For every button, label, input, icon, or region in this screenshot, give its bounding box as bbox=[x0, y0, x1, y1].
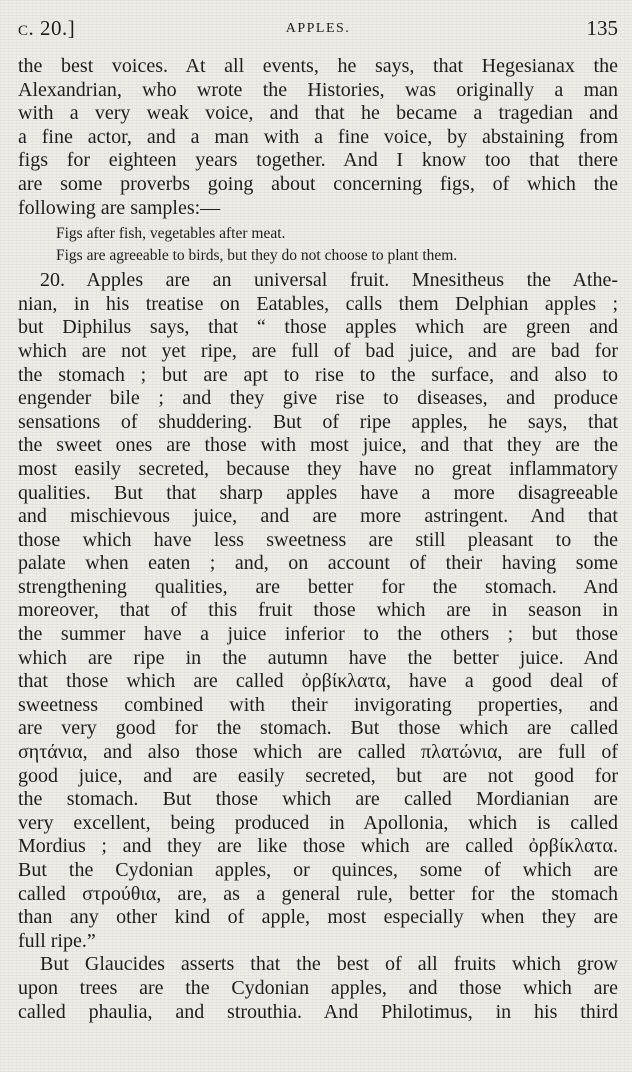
text-line: qualities. But that sharp apples have a more disagreeable bbox=[18, 481, 618, 504]
text-line: sensations of shuddering. But of ripe apples, he says, that bbox=[18, 410, 618, 433]
text-line: but Diphilus says, that “ those apples which are green and bbox=[18, 316, 618, 339]
paragraph-section-20 bbox=[18, 269, 618, 953]
text-line: the summer have a juice inferior to the others ; but those bbox=[18, 623, 618, 646]
text-line: 20. Apples are an universal fruit. Mnesitheus the Athe- bbox=[40, 269, 618, 292]
text-line: a fine actor, and a man with a fine voice, by abstaining from bbox=[18, 125, 618, 148]
text-line: most easily secreted, because they have no great inflammatory bbox=[18, 457, 618, 480]
quote-line: Figs after fish, vegetables after meat. bbox=[56, 225, 286, 243]
text-line: the stomach. But those which are called Mordianian are bbox=[18, 788, 618, 811]
text-line: nian, in his treatise on Eatables, calls them Delphian apples ; bbox=[18, 292, 618, 315]
text-line: which are ripe in the autumn have the better juice. And bbox=[18, 646, 618, 669]
text-line: good juice, and are easily secreted, but are not good for bbox=[18, 764, 618, 787]
text-line: which are not yet ripe, are full of bad juice, and are bad for bbox=[18, 339, 618, 362]
text-line: following are samples:— bbox=[18, 196, 221, 219]
text-line: with a very weak voice, and that he became a tragedian and bbox=[18, 102, 618, 125]
paragraph-glaucides bbox=[18, 953, 618, 1024]
text-line: very excellent, being produced in Apollonia, which is called bbox=[18, 811, 618, 834]
running-header bbox=[18, 12, 618, 42]
text-line: called phaulia, and strouthia. And Philotimus, in his third bbox=[18, 1000, 618, 1023]
text-line: Alexandrian, who wrote the Histories, was originally a man bbox=[18, 78, 618, 101]
text-line: the stomach ; but are apt to rise to the surface, and also to bbox=[18, 363, 618, 386]
text-line: are very good for the stomach. But those which are called bbox=[18, 717, 618, 740]
text-line: the best voices. At all events, he says, that Hegesianax the bbox=[18, 55, 618, 77]
text-line: that those which are called ὀρβίκλατα, have a good deal of bbox=[18, 670, 618, 693]
text-line: upon trees are the Cydonian apples, and those which are bbox=[18, 976, 618, 999]
text-line: But the Cydonian apples, or quinces, some of which are bbox=[18, 859, 618, 881]
text-line: σητάνια, and also those which are called πλατώνια, are full of bbox=[18, 741, 618, 764]
text-line: moreover, that of this fruit those which are in season in bbox=[18, 599, 618, 622]
text-line: and mischievous juice, and are more astringent. And that bbox=[18, 505, 618, 528]
text-line: are some proverbs going about concerning figs, of which the bbox=[18, 172, 618, 195]
text-line: than any other kind of apple, most especially when they are bbox=[18, 906, 618, 929]
text-line: sweetness combined with their invigorating properties, and bbox=[18, 693, 618, 716]
text-line: called στρούθια, are, as a general rule, better for the stomach bbox=[18, 882, 618, 905]
quote-line: Figs are agreeable to birds, but they do not choose to plant them. bbox=[56, 247, 458, 265]
text-line: palate when eaten ; and, on account of their having some bbox=[18, 552, 618, 575]
text-line: Mordius ; and they are like those which are called ὀρβίκλατα. bbox=[18, 835, 618, 858]
chapter-reference: c. 20.] bbox=[18, 16, 76, 40]
page-number: 135 bbox=[586, 16, 618, 40]
text-line: engender bile ; and they give rise to diseases, and produce bbox=[18, 387, 618, 410]
text-line: those which have less sweetness are still pleasant to the bbox=[18, 528, 618, 551]
text-line: full ripe.” bbox=[18, 929, 96, 952]
page-title: APPLES. bbox=[285, 21, 351, 36]
text-line: But Glaucides asserts that the best of all fruits which grow bbox=[40, 953, 618, 976]
text-line: the sweet ones are those with most juice, and that they are the bbox=[18, 434, 618, 457]
proverb-quote bbox=[18, 223, 618, 267]
paragraph-figs bbox=[18, 55, 618, 220]
text-line: figs for eighteen years together. And I know too that there bbox=[18, 149, 618, 172]
body-text bbox=[18, 55, 618, 1024]
text-line: strengthening qualities, are better for the stomach. And bbox=[18, 575, 618, 598]
